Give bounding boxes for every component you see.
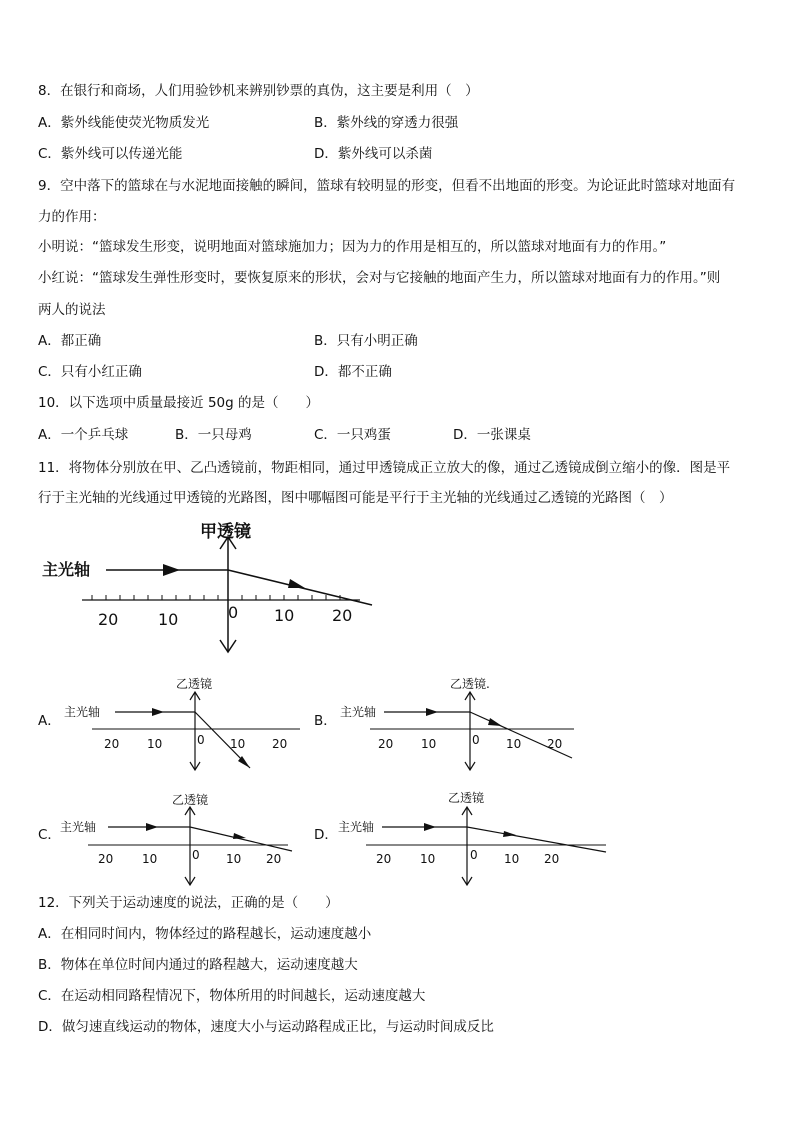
option-b-tick-label: 0 [472,733,480,747]
option-c-lens-label: 乙透镜 [172,793,209,807]
q9-option-c: C．只有小红正确 [38,364,142,380]
option-a-tick-label: 10 [230,737,246,751]
option-a-axis-label: 主光轴 [64,705,101,719]
q8-option-b: B．紫外线的穿透力很强 [314,115,459,131]
q9-option-a: A．都正确 [38,333,102,349]
jia-tick-label: 0 [228,603,239,622]
q12-option-b: B．物体在单位时间内通过的路程越大，运动速度越大 [38,957,358,973]
q12-option-d: D．做匀速直线运动的物体，速度大小与运动路程成正比，与运动时间成反比 [38,1019,494,1035]
q10-option-b: B．一只母鸡 [175,427,252,443]
jia-tick-label: 10 [274,606,295,625]
option-b-axis-label: 主光轴 [340,705,377,719]
option-b-tick-label: 20 [547,737,563,751]
jia-tick-label: 20 [98,610,119,629]
option-d-tick-label: 0 [470,848,478,862]
q11-option-c-letter: C． [38,827,61,843]
option-b-tick-label: 10 [421,737,437,751]
q9-xiaoming-statement: 小明说：“篮球发生形变，说明地面对篮球施加力；因为力的作用是相互的，所以篮球对地面有力的作用。” [38,239,667,255]
option-c-tick-label: 10 [226,852,242,866]
option-b-lens-diagram [334,672,584,772]
q10-option-d: D．一张课桌 [453,427,531,443]
option-a-tick-label: 10 [147,737,163,751]
option-a-tick-label: 20 [104,737,120,751]
option-b-tick-label: 10 [506,737,522,751]
q9-stem-line2: 力的作用： [38,209,106,225]
option-a-lens-label: 乙透镜 [176,677,213,691]
q8-option-d: D．紫外线可以杀菌 [314,146,433,162]
option-c-tick-label: 10 [142,852,158,866]
option-d-tick-label: 20 [376,852,392,866]
option-a-tick-label: 20 [272,737,288,751]
q11-stem-line1: 11．将物体分别放在甲、乙凸透镜前，物距相同，通过甲透镜成正立放大的像，通过乙透镜成倒立缩小的像．图是平 [38,460,731,476]
option-d-lens-label: 乙透镜 [448,791,485,805]
q9-option-b: B．只有小明正确 [314,333,418,349]
q11-stem-line2: 行于主光轴的光线通过甲透镜的光路图，图中哪幅图可能是平行于主光轴的光线通过乙透镜的光路图（ ） [38,490,673,506]
option-b-lens-label: 乙透镜. [450,677,490,691]
q11-option-a-letter: A． [38,713,61,729]
option-c-lens-diagram [58,787,308,887]
jia-tick-label: 20 [332,606,353,625]
q9-xiaohong-statement: 小红说：“篮球发生弹性形变时，要恢复原来的形状，会对与它接触的地面产生力，所以篮球对地面有力的作用。”则 [38,270,721,286]
q9-stem-line1: 9．空中落下的篮球在与水泥地面接触的瞬间，篮球有较明显的形变，但看不出地面的形变。为论证此时篮球对地面有 [38,178,736,194]
option-c-tick-label: 0 [192,848,200,862]
option-c-tick-label: 20 [266,852,282,866]
q12-stem: 12．下列关于运动速度的说法，正确的是（ ） [38,895,339,911]
jia-lens-label: 甲透镜 [200,522,251,542]
q10-option-c: C．一只鸡蛋 [314,427,391,443]
option-d-tick-label: 10 [420,852,436,866]
q9-option-d: D．都不正确 [314,364,392,380]
q10-stem: 10．以下选项中质量最接近 50g 的是（ ） [38,395,320,411]
option-d-tick-label: 10 [504,852,520,866]
option-c-tick-label: 20 [98,852,114,866]
q12-option-c: C．在运动相同路程情况下，物体所用的时间越长，运动速度越大 [38,988,426,1004]
option-b-tick-label: 20 [378,737,394,751]
option-d-axis-label: 主光轴 [338,820,375,834]
jia-axis-label: 主光轴 [42,560,91,579]
q9-stem-line5: 两人的说法 [38,302,106,318]
option-a-tick-label: 0 [197,733,205,747]
q11-option-d-letter: D． [314,827,338,843]
q8-stem: 8．在银行和商场，人们用验钞机来辨别钞票的真伪，这主要是利用（ ） [38,83,479,99]
q12-option-a: A．在相同时间内，物体经过的路程越长，运动速度越小 [38,926,372,942]
option-d-lens-diagram [334,787,614,887]
q8-option-a: A．紫外线能使荧光物质发光 [38,115,210,131]
q11-option-b-letter: B． [314,713,337,729]
option-d-tick-label: 20 [544,852,560,866]
option-a-lens-diagram [60,672,310,772]
q10-option-a: A．一个乒乓球 [38,427,129,443]
jia-lens-diagram [30,515,390,660]
q8-option-c: C．紫外线可以传递光能 [38,146,183,162]
jia-tick-label: 10 [158,610,179,629]
option-c-axis-label: 主光轴 [60,820,97,834]
